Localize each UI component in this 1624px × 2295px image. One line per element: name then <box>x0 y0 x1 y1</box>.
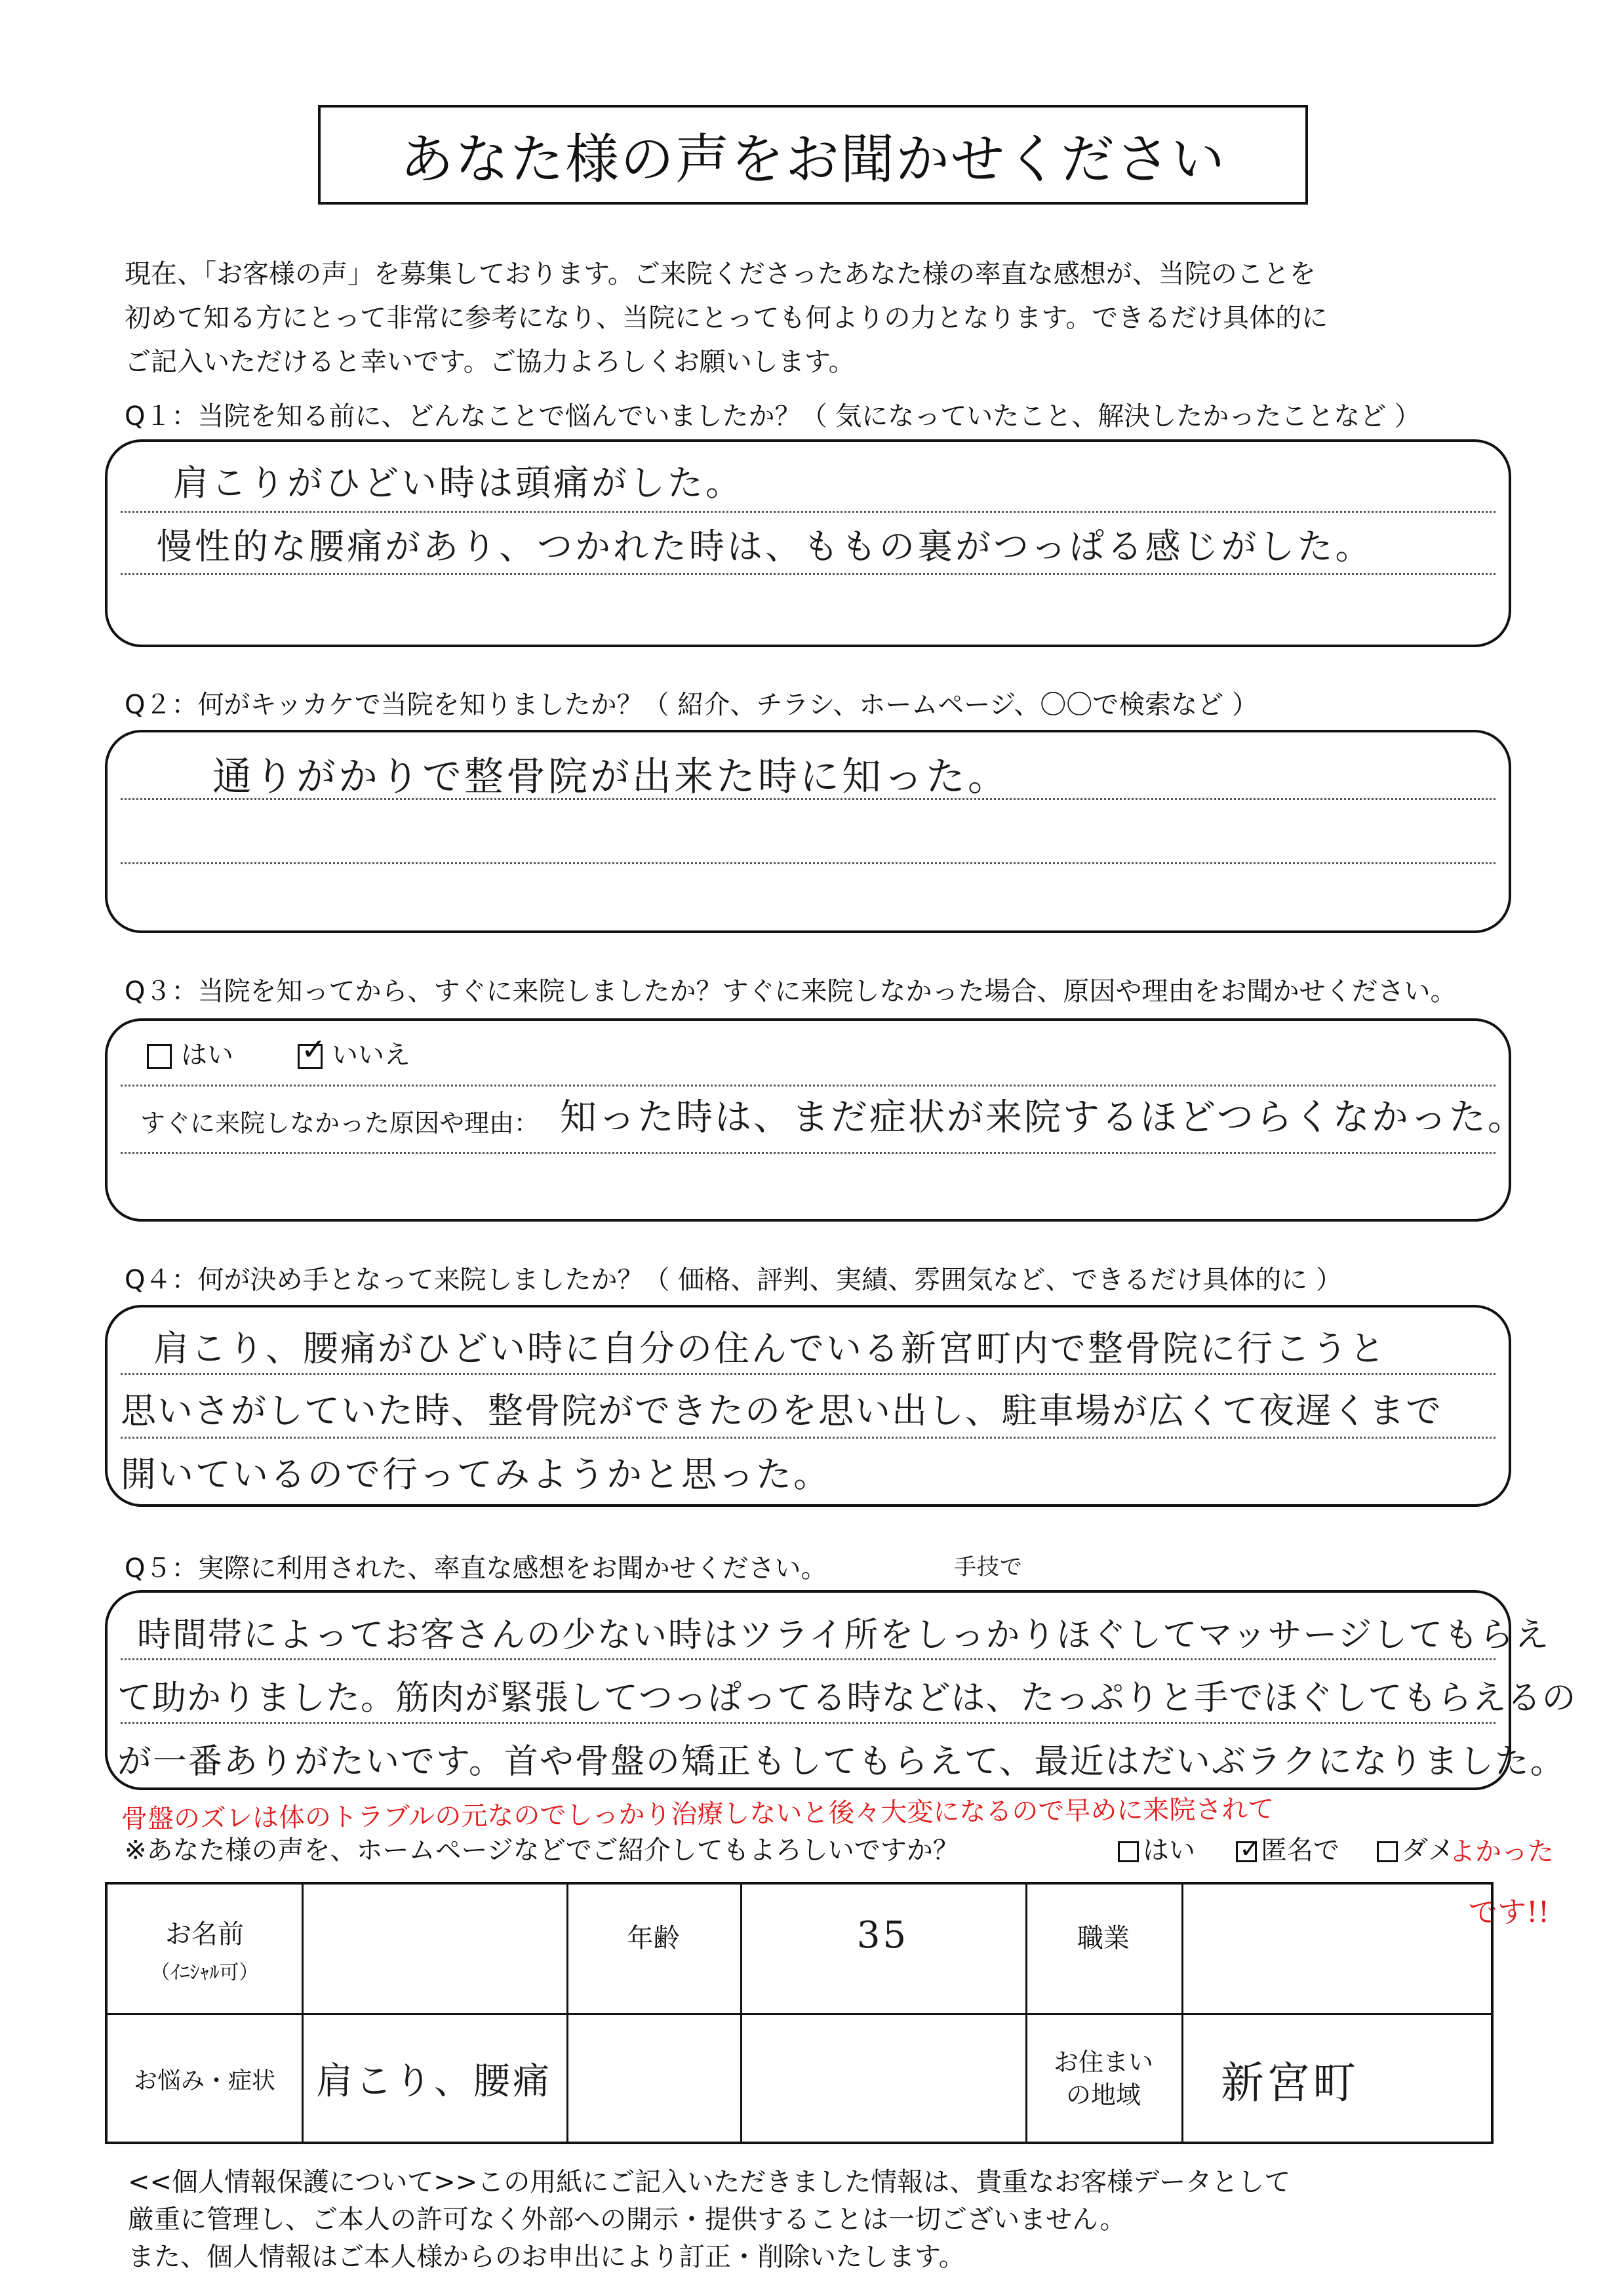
consent-option-no[interactable] <box>1377 1829 1454 1867</box>
q5-answer-line: て助かりました。筋肉が緊張してつっぱってる時などは、たっぷりと手でほぐしてもらえるの <box>117 1679 1577 1718</box>
privacy-line: 厳重に管理し、ご本人の許可なく外部への開示・提供することは一切ございません。 <box>128 2205 1126 2235</box>
empty-cell <box>740 2013 1025 2144</box>
checkbox[interactable] <box>147 1044 172 1069</box>
q3-answer-box[interactable] <box>105 1018 1526 1222</box>
intro-line: ご記入いただけると幸いです。ご協力よろしくお願いします。 <box>125 347 855 377</box>
q3-no-label: いいえ <box>332 1040 410 1070</box>
page-title-text: あなた様の声をお聞かせください <box>399 128 1226 191</box>
rule-line <box>121 1085 1495 1087</box>
privacy-line: <<個人情報保護について>>この用紙にご記入いただきました情報は、貴重なお客様データとして <box>128 2167 1291 2197</box>
q1-label: Q１：当院を知る前に、どんなことで悩んでいましたか？（ 気になっていたこと、解決したかったことなど ） <box>125 401 1421 431</box>
job-label: 職業 <box>1077 1923 1130 1953</box>
checkbox[interactable] <box>1118 1841 1139 1862</box>
q1-answer-line: 慢性的な腰痛があり、つかれた時は、ももの裏がつっぱる感じがした。 <box>157 526 1374 567</box>
staff-comment-line: 骨盤のズレは体のトラブルの元なのでしっかり治療しないと後々大変になるので早めに来院されて <box>121 1794 1275 1835</box>
symptom-value-cell[interactable] <box>302 2013 566 2144</box>
checkbox-checked[interactable] <box>1236 1834 1261 1864</box>
q5-answer-line: が一番ありがたいです。首や骨盤の矯正もしてもらえて、最近はだいぶラクになりました。 <box>117 1742 1566 1782</box>
area-value: 新宮町 <box>1221 2057 1358 2108</box>
job-value-cell[interactable] <box>1181 1885 1494 2013</box>
q4-label: Q４：何が決め手となって来院しましたか？（ 価格、評判、実績、雰囲気など、できるだけ具体的に ） <box>125 1265 1342 1295</box>
checkbox-checked[interactable] <box>298 1031 327 1069</box>
check-mark-icon: ✓ <box>1239 1834 1261 1864</box>
q1-answer-box[interactable] <box>105 439 1511 647</box>
q4-answer-line: 開いているので行ってみようかと思った。 <box>121 1454 831 1495</box>
symptom-value: 肩こり、腰痛 <box>316 2060 552 2103</box>
q4-answer-line: 肩こり、腰痛がひどい時に自分の住んでいる新宮町内で整骨院に行こうと <box>153 1328 1387 1369</box>
consent-question: ※あなた様の声を、ホームページなどでご紹介してもよろしいですか？ <box>125 1835 959 1866</box>
age-label-cell <box>566 1885 740 2013</box>
intro-line: 現在、「お客様の声」を募集しております。ご来院くださったあなた様の率直な感想が、当院のことを <box>125 259 1316 289</box>
age-value-cell[interactable] <box>740 1885 1025 2013</box>
page-title <box>318 105 1308 205</box>
q3-option-no[interactable] <box>298 1031 410 1071</box>
rule-line <box>121 573 1495 575</box>
age-label: 年齢 <box>627 1923 680 1953</box>
q3-reason-text: 知った時は、まだ症状が来院するほどつらくなかった。 <box>560 1096 1526 1139</box>
rule-line <box>121 1437 1495 1439</box>
name-label-cell <box>108 1885 302 2013</box>
job-label-cell <box>1025 1885 1181 2013</box>
staff-comment-line: です!! <box>1469 1896 1550 1929</box>
name-label: お名前 <box>165 1919 244 1949</box>
q3-reason-label: すぐに来院しなかった原因や理由： <box>140 1109 540 1138</box>
consent-option-anonymous[interactable] <box>1236 1829 1339 1867</box>
consent-anonymous-label: 匿名で <box>1261 1835 1339 1866</box>
q5-insertion: 手技で <box>954 1554 1023 1580</box>
checkbox[interactable] <box>1377 1841 1398 1862</box>
info-table <box>105 1882 1494 2144</box>
q5-answer-line: 時間帯によってお客さんの少ない時はツライ所をしっかりほぐしてマッサージしてもらえ <box>137 1616 1551 1655</box>
consent-no-label: ダメ <box>1402 1835 1454 1866</box>
age-value: 35 <box>856 1914 909 1957</box>
check-mark-icon: ✓ <box>301 1031 327 1067</box>
intro-line: 初めて知る方にとって非常に参考になり、当院にとっても何よりの力となります。できるだけ具体的に <box>125 303 1328 333</box>
q3-option-yes[interactable] <box>147 1034 233 1071</box>
rule-line <box>121 862 1495 864</box>
privacy-line: また、個人情報はご本人様からのお申出により訂正・削除いたします。 <box>128 2242 965 2272</box>
rule-line <box>121 511 1495 513</box>
intro-text <box>125 252 1501 384</box>
q3-yes-label: はい <box>181 1040 233 1070</box>
area-value-cell[interactable] <box>1181 2013 1494 2144</box>
q5-answer-box[interactable] <box>105 1590 1577 1790</box>
q4-answer-box[interactable] <box>105 1305 1511 1507</box>
area-label-cell <box>1025 2013 1181 2144</box>
rule-line <box>121 1152 1495 1154</box>
rule-line <box>121 1373 1495 1375</box>
q2-label: Q２：何がキッカケで当院を知りましたか？（ 紹介、チラシ、ホームページ、〇〇で検索など ） <box>125 690 1258 720</box>
q5-label: Q５：実際に利用された、率直な感想をお聞かせください。 <box>125 1553 827 1584</box>
q4-answer-line: 思いさがしていた時、整骨院ができたのを思い出し、駐車場が広くて夜遅くまで <box>121 1390 1442 1431</box>
consent-option-yes[interactable] <box>1118 1829 1195 1867</box>
q1-answer-line: 肩こりがひどい時は頭痛がした。 <box>173 462 743 504</box>
symptom-label-cell <box>108 2013 302 2144</box>
rule-line <box>121 1722 1495 1724</box>
symptom-label: お悩み・症状 <box>133 2067 275 2094</box>
rule-line <box>121 1658 1495 1660</box>
name-sub-label: （ｲﾆｼｬﾙ可） <box>150 1961 259 1984</box>
staff-comment-line: よかった <box>1449 1837 1554 1867</box>
consent-yes-label: はい <box>1143 1835 1195 1866</box>
privacy-notice <box>128 2164 1505 2276</box>
q2-answer-box[interactable] <box>105 730 1511 933</box>
area-label: お住まいの地域 <box>1053 2048 1153 2109</box>
name-value-cell[interactable] <box>302 1885 566 2013</box>
empty-cell <box>566 2013 740 2144</box>
q3-label: Q３：当院を知ってから、すぐに来院しましたか？すぐに来院しなかった場合、原因や理由をお聞かせください。 <box>125 976 1457 1007</box>
q2-answer-line: 通りがかりで整骨院が出来た時に知った。 <box>212 754 1010 800</box>
